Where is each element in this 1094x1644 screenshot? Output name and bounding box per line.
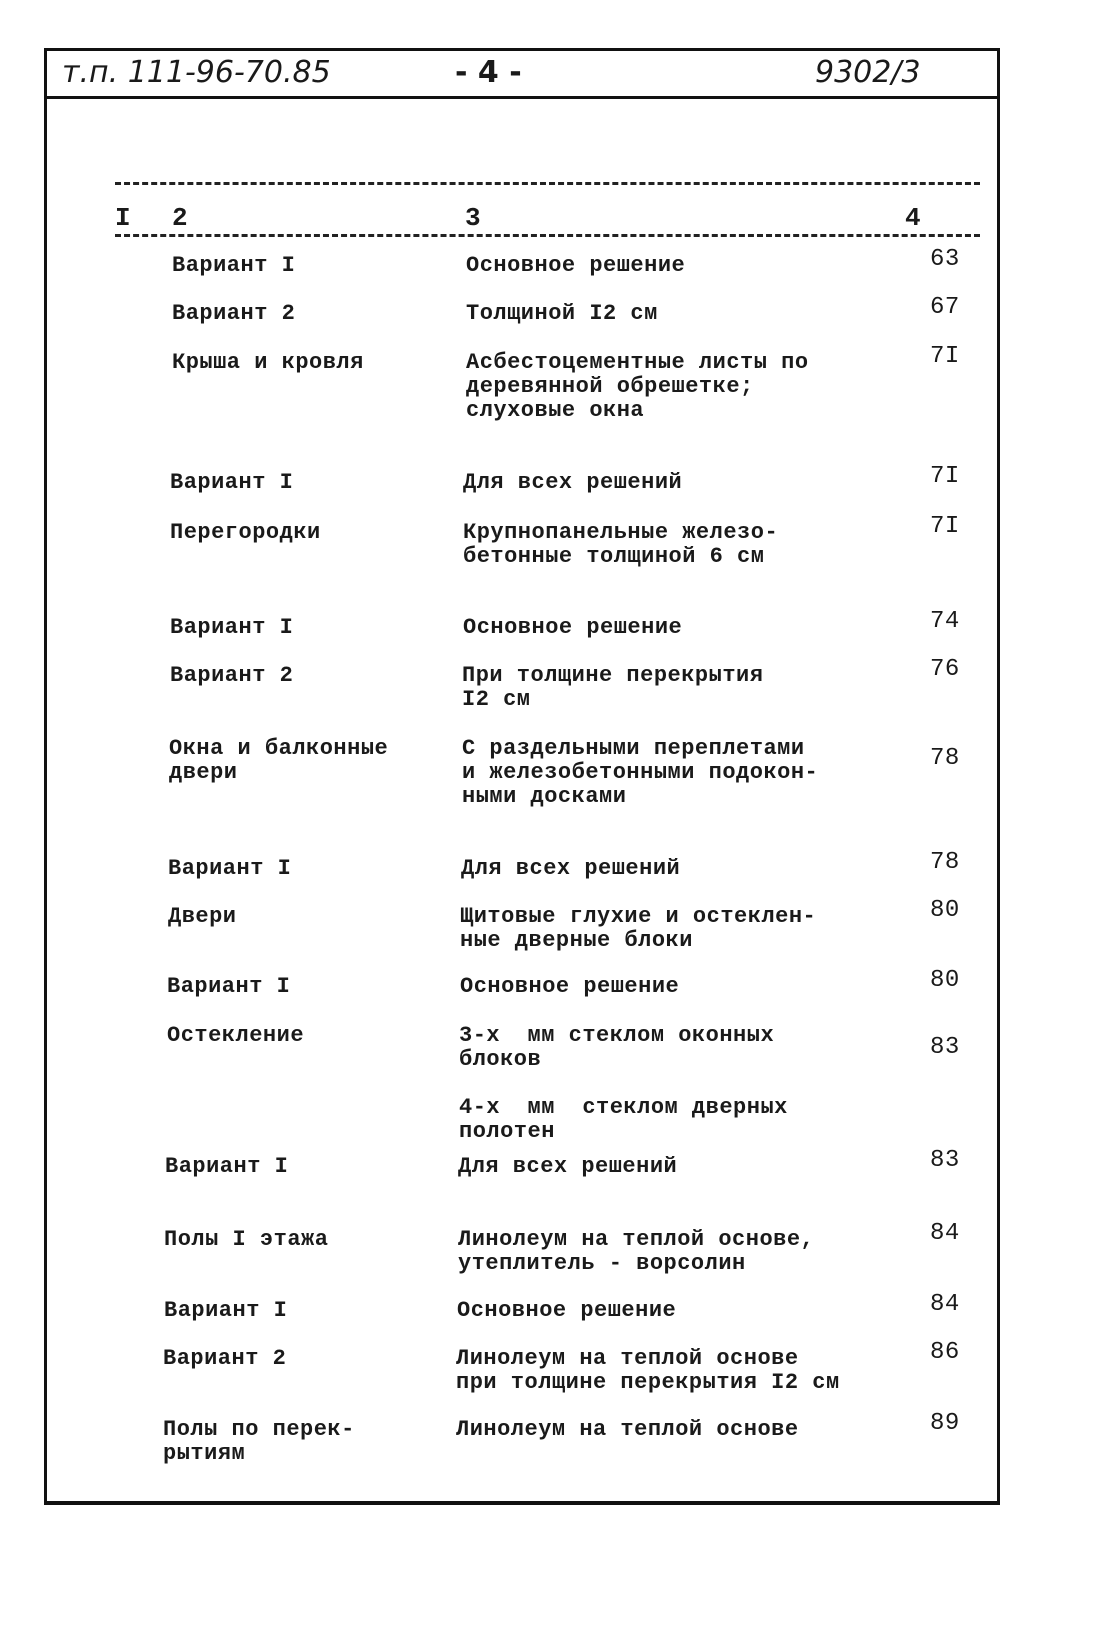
row-page: 83 [930, 1034, 960, 1061]
row-section: Перегородки [170, 520, 321, 545]
row-description: При толщине перекрытия I2 см [462, 663, 764, 712]
row-description: Толщиной I2 см [466, 301, 658, 326]
row-page: 86 [930, 1339, 960, 1366]
row-section: Полы I этажа [164, 1227, 329, 1252]
row-section: Вариант I [164, 1298, 288, 1323]
column-header-2: 2 [172, 203, 188, 233]
column-header-4: 4 [905, 203, 921, 233]
header-divider [44, 96, 1000, 99]
row-description: Линолеум на теплой основе [456, 1417, 799, 1442]
row-section: Вариант I [172, 253, 296, 278]
row-description: Для всех решений [463, 470, 683, 495]
row-section: Вариант 2 [163, 1346, 287, 1371]
row-description: Щитовые глухие и остеклен- ные дверные блоки [460, 904, 817, 953]
row-page: 7I [930, 513, 960, 540]
row-description: Для всех решений [461, 856, 681, 881]
row-description: Асбестоцементные листы по деревянной обрешетке; слуховые окна [466, 350, 809, 423]
column-header-1: I [115, 203, 131, 233]
row-description: С раздельными переплетами и железобетонными подокон- ными досками [462, 736, 819, 809]
row-description: Крупнопанельные железо- бетонные толщиной 6 см [463, 520, 779, 569]
row-page: 67 [930, 294, 960, 321]
row-description: Основное решение [457, 1298, 677, 1323]
row-section: Вариант 2 [172, 301, 296, 326]
column-header-3: 3 [465, 203, 481, 233]
row-section: Вариант I [170, 470, 294, 495]
page-number: - 4 - [455, 55, 522, 90]
row-page: 84 [930, 1220, 960, 1247]
row-description: Основное решение [466, 253, 686, 278]
doc-code: т.п. 111-96-70.85 [62, 55, 331, 90]
row-description: 3-х мм стеклом оконных блоков 4-х мм стеклом дверных полотен [459, 1023, 788, 1144]
row-page: 78 [930, 849, 960, 876]
row-page: 7I [930, 463, 960, 490]
sheet-number: 9302/3 [815, 55, 921, 90]
row-section: Вариант I [167, 974, 291, 999]
row-section: Остекление [167, 1023, 305, 1048]
row-page: 89 [930, 1410, 960, 1437]
row-description: Основное решение [460, 974, 680, 999]
row-page: 80 [930, 897, 960, 924]
row-section: Полы по перек- рытиям [163, 1417, 355, 1466]
row-section: Вариант I [168, 856, 292, 881]
row-section: Окна и балконные двери [169, 736, 389, 785]
row-description: Для всех решений [458, 1154, 678, 1179]
row-section: Вариант I [170, 615, 294, 640]
row-page: 84 [930, 1291, 960, 1318]
row-page: 83 [930, 1147, 960, 1174]
row-section: Вариант 2 [170, 663, 294, 688]
row-section: Крыша и кровля [172, 350, 364, 375]
row-page: 74 [930, 608, 960, 635]
row-section: Вариант I [165, 1154, 289, 1179]
row-page: 63 [930, 246, 960, 273]
row-page: 76 [930, 656, 960, 683]
row-description: Линолеум на теплой основе при толщине перекрытия I2 см [456, 1346, 840, 1395]
table-header-rule [115, 234, 980, 237]
row-section: Двери [168, 904, 237, 929]
table-top-rule [115, 182, 980, 185]
row-page: 7I [930, 343, 960, 370]
row-description: Основное решение [463, 615, 683, 640]
row-page: 78 [930, 745, 960, 772]
row-page: 80 [930, 967, 960, 994]
row-description: Линолеум на теплой основе, утеплитель - ворсолин [458, 1227, 815, 1276]
